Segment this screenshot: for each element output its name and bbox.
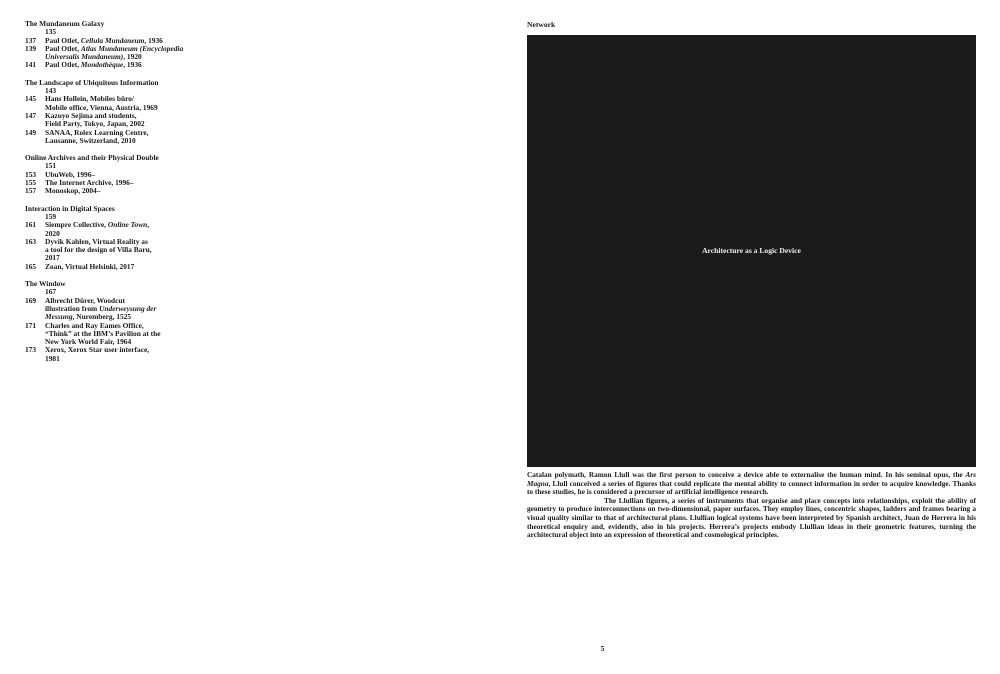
entry-text-plain: Hans Hollein, Mobiles büro/ Mobile office, Vienna, Austria, 1969 xyxy=(45,94,158,112)
section-title: The Mundaneum Galaxy xyxy=(25,19,105,28)
section-title: Interaction in Digital Spaces xyxy=(25,203,115,213)
entry-text-plain: Xerox, Xerox Star user interface, 1981 xyxy=(45,345,150,363)
paragraph-1-text-a: Catalan polymath, Ramon Llull was the first person to conceive a device able to externalise the human mind. In his seminal opus, the xyxy=(527,470,966,479)
list-item xyxy=(25,297,185,322)
entry-text-italic: Mondothèque xyxy=(80,60,124,70)
contents-section xyxy=(25,154,185,195)
entry-text xyxy=(45,187,185,195)
contents-list xyxy=(25,20,185,372)
list-item xyxy=(25,61,185,69)
entry-text-plain: Zoan, Virtual Helsinki, 2017 xyxy=(45,261,135,271)
entry-page-number: 165 xyxy=(25,261,37,271)
entry-text-plain: Kazuyo Sejima and students, Field Party, Tokyo, Japan, 2002 xyxy=(45,110,145,129)
entry-text xyxy=(45,297,185,322)
entry-text xyxy=(45,263,185,271)
entry-text-plain: SANAA, Rolex Learning Centre, Lausanne, Switzerland, 2010 xyxy=(45,127,149,145)
list-item xyxy=(25,129,185,146)
list-item xyxy=(25,112,185,129)
list-item xyxy=(25,95,185,112)
entry-text xyxy=(45,61,185,69)
entry-page-number: 141 xyxy=(25,60,37,70)
entry-text-plain: Monoskop, 2004– xyxy=(45,186,101,196)
list-item xyxy=(25,45,185,62)
entry-text xyxy=(45,346,185,363)
panel-caption: Architecture as a Logic Device xyxy=(702,246,801,255)
contents-section xyxy=(25,280,185,363)
paragraph-1-text-b: , Llull conceived a series of figures that could replicate the mental ability to connect information in order to acquire knowledge. Thanks to these studies, he is considered a precursor of artificial intelligence research. xyxy=(527,478,976,497)
entry-page-number: 161 xyxy=(25,220,37,230)
paragraph-1-italic: Ars Magna xyxy=(527,470,976,488)
entry-text-italic: Atlas Mundaneum (Encyclopedia Universalis Mundaneum) xyxy=(45,43,184,62)
entry-text-plain: , 1920 xyxy=(123,52,142,62)
entry-page-number: 163 xyxy=(25,236,37,246)
entry-page-number: 145 xyxy=(25,94,37,104)
list-item xyxy=(25,263,185,271)
section-title: Online Archives and their Physical Double xyxy=(25,153,159,163)
entry-text-plain: UbuWeb, 1996– xyxy=(45,169,96,179)
entry-text xyxy=(45,129,185,146)
entry-text-plain: Albrecht Dürer, Woodcut illustration from xyxy=(45,295,125,313)
paragraph-2: The Llullian figures, a series of instruments that organise and place concepts into relationships, exploit the ability of geometry to produce interconnections on two-dimensional, paper surfaces. They employ lines, concentric shapes, ladders and frames bearing a visual quality similar to that of architectural plans. Llullian logical systems have been interpreted by Spanish architect, Juan de Herrera in his theoretical enquiry and, evidently, also in his projects. Herrera’s projects embody Llullian ideas in their geometric features, turning the architectural object into an expression of theoretical and cosmological principles. xyxy=(527,495,976,540)
entry-text-plain: Dyvik Kahlen, Virtual Reality as a tool for the design of Villa Baru, 2017 xyxy=(45,236,152,263)
paragraph-1 xyxy=(527,471,976,497)
entry-text-plain: Charles and Ray Eames Office, “Think” at the IBM’s Pavilion at the New York World Fair, 1964 xyxy=(45,320,161,347)
list-item xyxy=(25,322,185,347)
section-title: The Window xyxy=(25,279,66,289)
entry-text xyxy=(45,45,185,62)
entry-page-number: 155 xyxy=(25,178,37,188)
entry-text-italic: Online Town xyxy=(107,220,148,230)
section-title: The Landscape of Ubiquitous Information xyxy=(25,77,159,87)
entry-page-number: 171 xyxy=(25,320,37,330)
entry-page-number: 157 xyxy=(25,186,37,196)
entry-page-number: 173 xyxy=(25,345,37,355)
entry-text-plain: , 1936 xyxy=(144,35,163,45)
entry-page-number: 153 xyxy=(25,169,37,179)
section-page-number: 167 xyxy=(45,287,57,297)
entry-page-number: 147 xyxy=(25,110,37,120)
image-panel xyxy=(527,35,976,467)
entry-text-italic: Cellula Mundaneum xyxy=(80,35,145,45)
entry-text xyxy=(45,112,185,129)
contents-section xyxy=(25,20,185,70)
list-item xyxy=(25,221,185,238)
entry-text-plain: Siempre Collective, xyxy=(45,220,108,230)
list-item xyxy=(25,238,185,263)
section-page-number: 135 xyxy=(45,27,57,37)
entry-page-number: 149 xyxy=(25,127,37,137)
entry-page-number: 137 xyxy=(25,35,37,45)
section-header: Network xyxy=(527,20,556,29)
entry-text-plain: , Nuremberg, 1525 xyxy=(72,312,132,322)
entry-text-plain: , 1936 xyxy=(123,60,142,70)
list-item xyxy=(25,346,185,363)
section-page-number: 143 xyxy=(45,86,57,96)
entry-page-number: 169 xyxy=(25,295,37,305)
contents-section xyxy=(25,79,185,145)
contents-section xyxy=(25,205,185,271)
entry-text xyxy=(45,95,185,112)
entry-text-plain: The Internet Archive, 1996– xyxy=(45,178,134,188)
entry-text-plain: , 2020 xyxy=(45,220,150,238)
list-item xyxy=(25,187,185,195)
body-text xyxy=(527,471,976,540)
entry-text xyxy=(45,322,185,347)
section-page-number: 159 xyxy=(45,211,57,221)
entry-text xyxy=(45,238,185,263)
entry-text-plain: Paul Otlet, xyxy=(45,60,81,70)
section-page-number: 151 xyxy=(45,161,57,171)
entry-text-plain: Paul Otlet, xyxy=(45,43,81,53)
entry-page-number: 139 xyxy=(25,43,37,53)
entry-text-italic: Underweysung der Messung xyxy=(45,303,157,322)
entry-text-plain: Paul Otlet, xyxy=(45,35,81,45)
entry-text xyxy=(45,221,185,238)
page-number: 5 xyxy=(600,644,605,653)
